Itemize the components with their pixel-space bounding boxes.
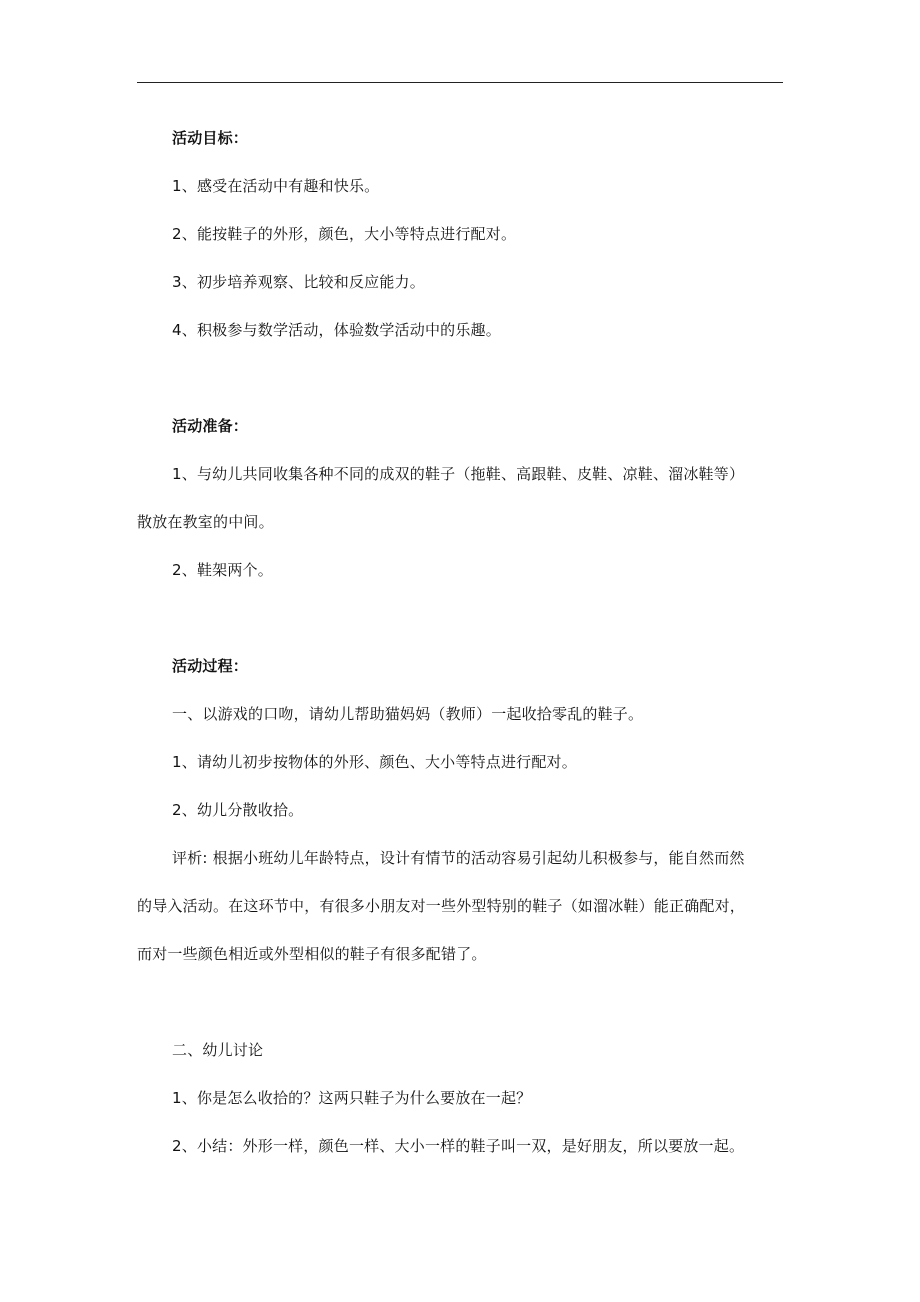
process-step-2-item-2: 2、小结：外形一样，颜色一样、大小一样的鞋子叫一双，是好朋友，所以要放一起。 (172, 1137, 745, 1155)
goal-item-1: 1、感受在活动中有趣和快乐。 (172, 177, 380, 195)
process-step-2-item-1: 1、你是怎么收拾的？这两只鞋子为什么要放在一起？ (172, 1089, 532, 1107)
process-step-1-item-2: 2、幼儿分散收拾。 (172, 801, 304, 819)
preparation-item-2: 2、鞋架两个。 (172, 561, 273, 579)
preparation-heading: 活动准备： (172, 417, 249, 435)
goal-item-3: 3、初步培养观察、比较和反应能力。 (172, 273, 425, 291)
process-heading: 活动过程： (172, 657, 249, 675)
process-step-1-item-1: 1、请幼儿初步按物体的外形、颜色、大小等特点进行配对。 (172, 753, 577, 771)
goals-heading: 活动目标： (172, 129, 249, 147)
comment-line-1: 评析: 根据小班幼儿年龄特点，设计有情节的活动容易引起幼儿积极参与，能自然而然 (172, 849, 745, 867)
comment-line-2: 的导入活动。在这环节中，有很多小朋友对一些外型特别的鞋子（如溜冰鞋）能正确配对， (137, 897, 746, 915)
comment-line-3: 而对一些颜色相近或外型相似的鞋子有很多配错了。 (137, 945, 487, 963)
goal-item-4: 4、积极参与数学活动，体验数学活动中的乐趣。 (172, 321, 501, 339)
goal-item-2: 2、能按鞋子的外形，颜色，大小等特点进行配对。 (172, 225, 517, 243)
process-step-1: 一、以游戏的口吻，请幼儿帮助猫妈妈（教师）一起收拾零乱的鞋子。 (172, 705, 644, 723)
header-rule (137, 82, 783, 83)
process-step-2: 二、幼儿讨论 (172, 1041, 264, 1059)
preparation-item-1-line-2: 散放在教室的中间。 (137, 513, 274, 531)
preparation-item-1-line-1: 1、与幼儿共同收集各种不同的成双的鞋子（拖鞋、高跟鞋、皮鞋、凉鞋、溜冰鞋等） (172, 465, 745, 483)
